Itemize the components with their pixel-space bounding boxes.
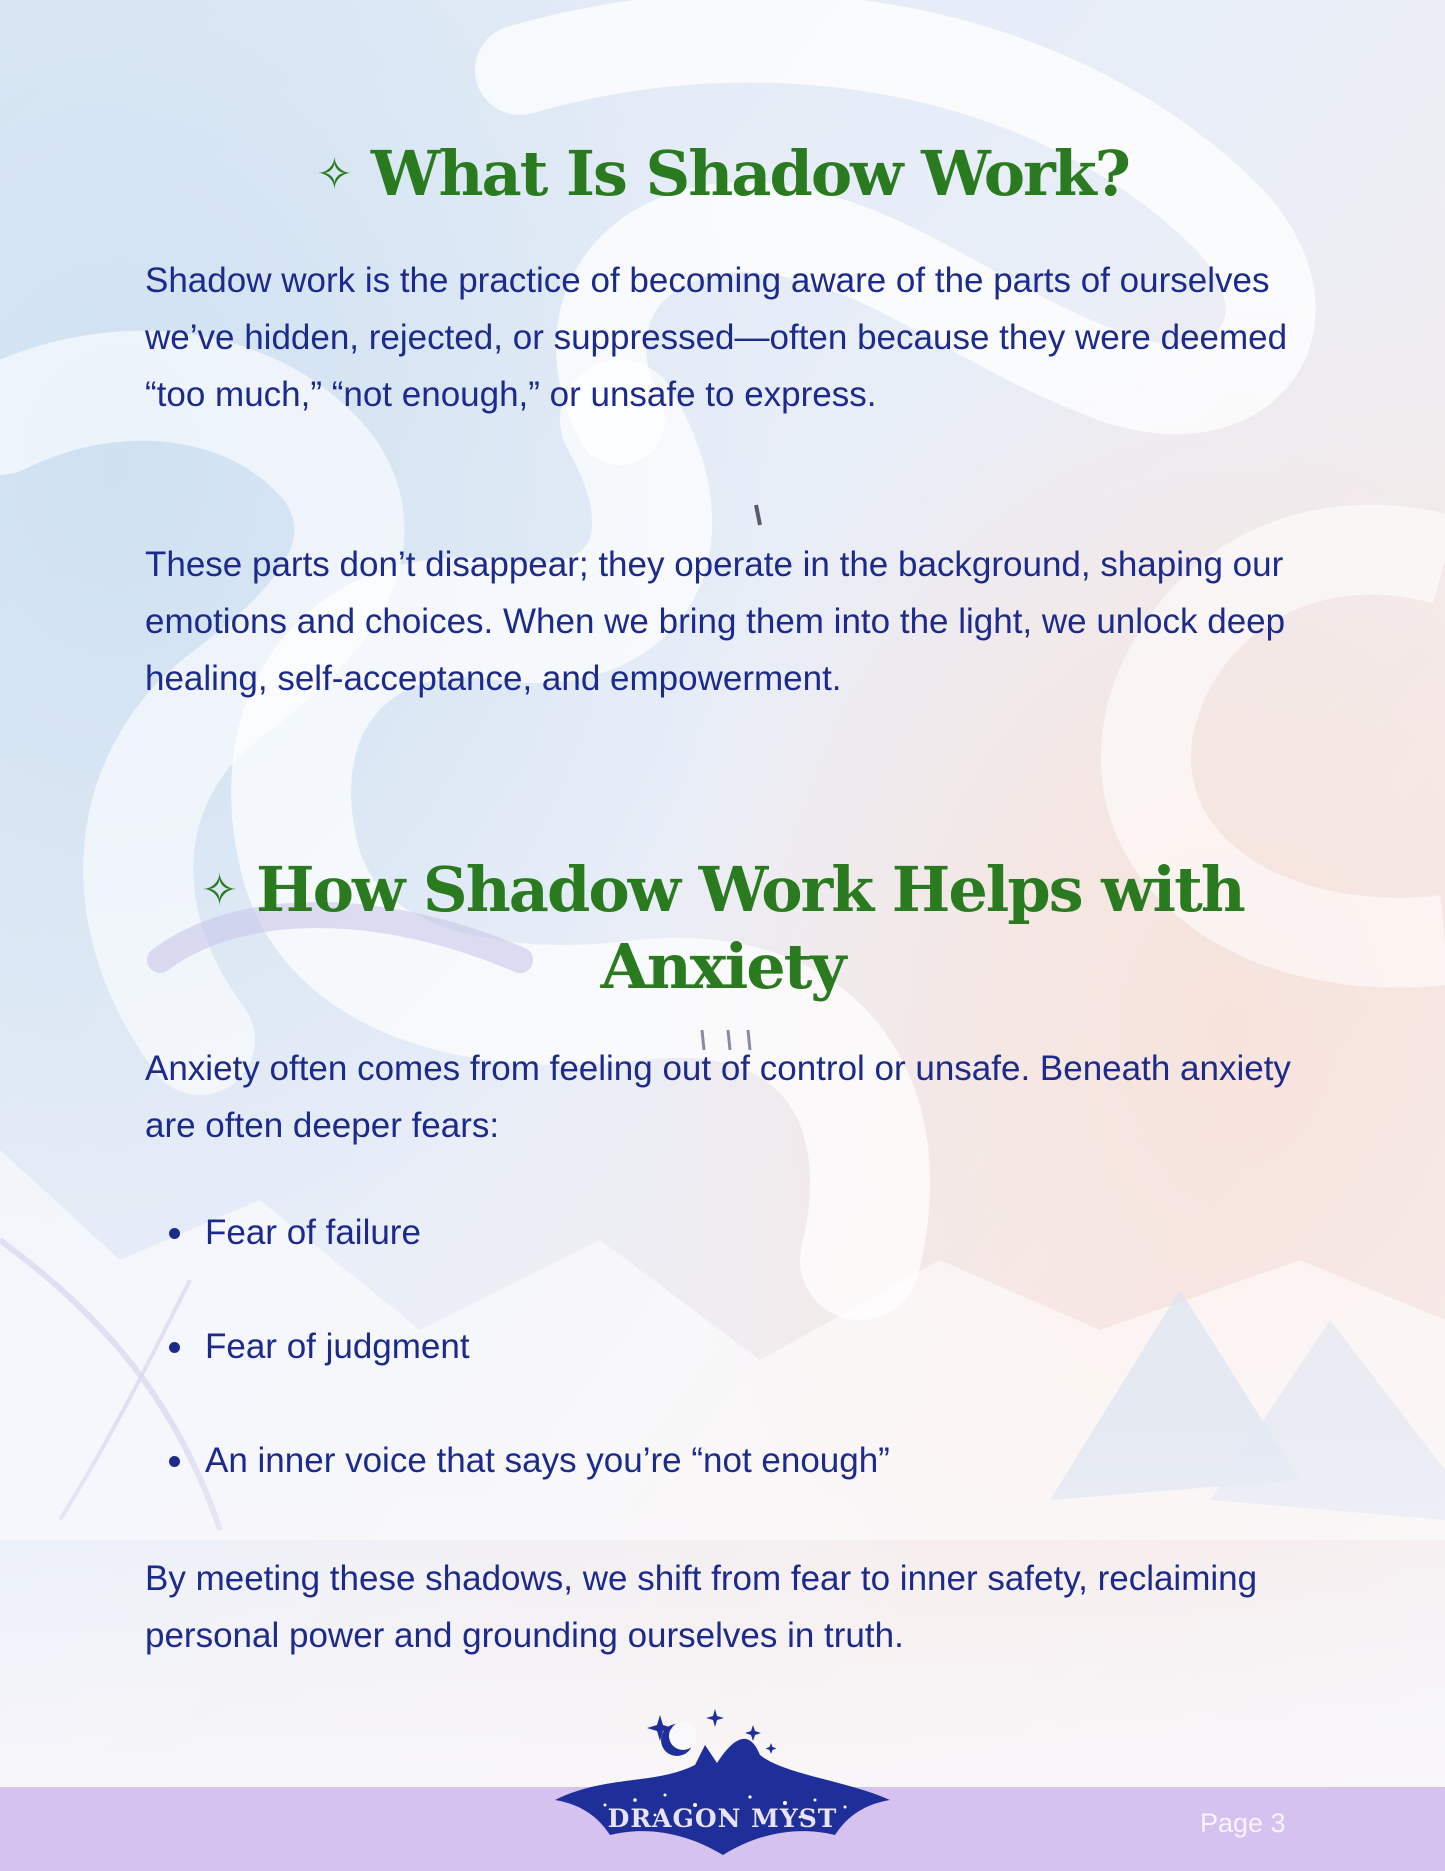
dragon-logo (545, 1705, 900, 1865)
list-item: Fear of failure (145, 1204, 890, 1318)
heading-text: What Is Shadow Work? (370, 137, 1130, 210)
section-heading-what-is-shadow-work (0, 136, 1445, 213)
list-item: Fear of judgment (145, 1318, 890, 1432)
paragraph-closing: By meeting these shadows, we shift from fear to inner safety, reclaiming personal power and grounding ourselves in truth. (145, 1559, 1258, 1655)
brand-wordmark: DRAGON MYST (607, 1804, 838, 1833)
paragraph-parts-in-background: These parts don’t disappear; they operate in the background, shaping our emotions and choices. When we bring them into the light, we unlock deep healing, self-acceptance, and empowerment. (145, 545, 1286, 698)
heading-text-line2: Anxiety (600, 930, 845, 1003)
sparkle-star-icon: ✧ (201, 865, 239, 916)
sparkle-star-icon: ✧ (315, 149, 353, 200)
fears-list (145, 1204, 890, 1546)
paragraph-definition: Shadow work is the practice of becoming aware of the parts of ourselves we’ve hidden, rejected, or suppressed—often because they were deemed “too much,” “not enough,” or unsafe to express. (145, 261, 1288, 414)
paragraph-anxiety-intro: Anxiety often comes from feeling out of control or unsafe. Beneath anxiety are often deeper fears: (145, 1049, 1291, 1145)
section-heading-how-shadow-work-helps (0, 852, 1445, 1005)
page-number: Page 3 (1200, 1808, 1286, 1838)
list-item: An inner voice that says you’re “not enough” (145, 1432, 890, 1546)
bullet-icon (169, 1342, 180, 1353)
heading-text-line1: How Shadow Work Helps with (256, 853, 1244, 926)
bullet-icon (169, 1456, 180, 1467)
bullet-icon (169, 1228, 180, 1239)
